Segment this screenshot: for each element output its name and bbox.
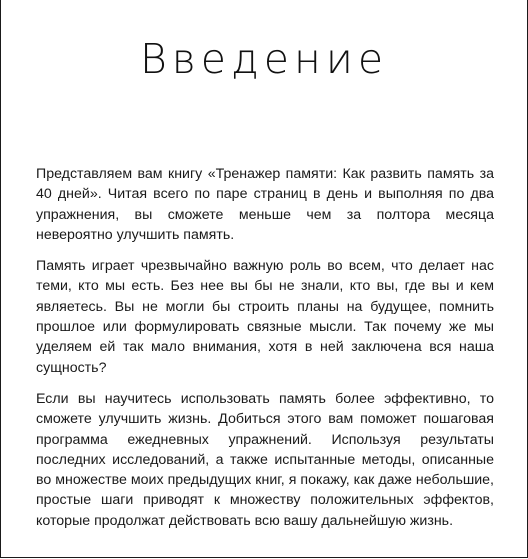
paragraph-1: Представляем вам книгу «Тренажер памяти: Как развить память за 40 дней». Читая всего по паре страниц в день и выполняя по два упражнения, вы сможете меньше чем за полтора месяца невероятно улучшить память. xyxy=(36,166,494,243)
paragraph-2: Память играет чрезвычайно важную роль во всем, что делает нас теми, кто мы есть. Без нее вы бы не знали, кто вы, где вы и кем являетесь. Вы не могли бы строить планы на будущее, помнить прошлое или формулировать связные мысли. Так почему же мы уделяем ей так мало внимания, хотя в ней заключена вся наша сущность? xyxy=(36,258,494,376)
paragraph-3: Если вы научитесь использовать память более эффективно, то сможете улучшить жизнь. Добиться этого вам поможет пошаговая программа ежедневных упражнений. Используя результаты последних исследований, а также испытанные методы, описанные во множестве моих предыдущих книг, я покажу, как даже небольшие, простые шаги приводят к множеству положительных эффектов, которые продолжат действовать всю вашу дальнейшую жизнь. xyxy=(36,390,494,529)
body-text xyxy=(36,164,494,542)
page-title: Введение xyxy=(139,35,389,84)
